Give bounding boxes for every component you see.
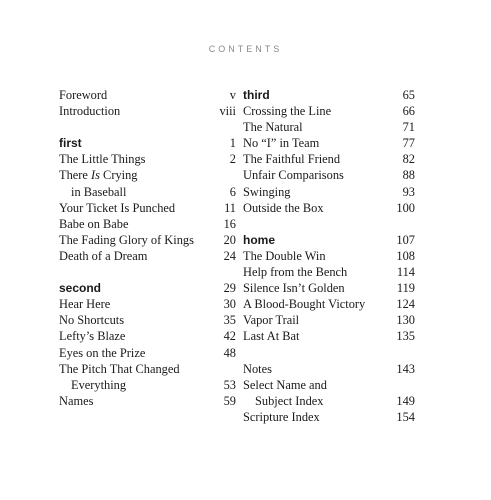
toc-page-number: 143 [396,361,415,376]
toc-page-number: 88 [402,168,415,183]
toc-entry [243,377,415,393]
toc-page-number: 108 [396,248,415,263]
toc-entry [59,200,236,216]
toc-entry-title: Subject Index [255,393,324,408]
toc-entry [59,393,236,409]
toc-page-number: 100 [396,200,415,215]
toc-right-column [243,87,415,425]
toc-entry-title: The Pitch That Changed [59,361,180,376]
toc-page-number: 114 [396,265,415,280]
toc-entry [243,167,415,183]
toc-entry-title: Help from the Bench [243,265,348,280]
toc-section-heading [59,280,236,296]
toc-page-number: 65 [402,88,415,102]
toc-entry-title: Silence Isn’t Golden [243,281,345,296]
toc-page-number: 16 [223,216,236,231]
toc-page-number: 107 [396,232,415,247]
toc-page-number: 135 [396,329,415,344]
toc-page-number: 2 [229,152,236,167]
toc-entry [243,135,415,151]
toc-entry-title: in Baseball [71,184,127,199]
toc-page-number: 48 [223,345,236,360]
toc-entry-title: The Faithful Friend [243,152,341,167]
toc-entry [243,296,415,312]
toc-entry-title: Crossing the Line [243,104,332,119]
toc-page-number: 6 [229,184,236,199]
toc-entry-title: second [59,281,102,296]
toc-page-number: 11 [224,200,236,215]
toc-entry-title: third [243,88,270,102]
toc-entry-title: home [243,232,276,247]
toc-entry-title: A Blood-Bought Victory [243,297,366,312]
toc-entry [59,312,236,328]
toc-entry-title: There Is Crying [59,168,138,183]
toc-page-number: 35 [223,313,236,328]
toc-entry-title: The Double Win [243,248,326,263]
toc-section-heading [243,232,415,248]
toc-entry [59,361,236,377]
toc-page-number: 77 [402,136,415,151]
toc-entry [243,103,415,119]
toc-page-number: 20 [223,232,236,247]
toc-page-number: 66 [402,104,415,119]
toc-page-number: 130 [396,313,415,328]
toc-entry [243,312,415,328]
toc-entry-title: Outside the Box [243,200,324,215]
page-title: CONTENTS [208,44,283,54]
toc-entry-title: Your Ticket Is Punched [59,200,176,215]
section-spacer [59,264,236,280]
toc-page-number: 154 [396,409,415,424]
toc-entry [59,151,236,167]
toc-entry-title: first [59,136,82,151]
toc-entry [243,409,415,425]
toc-page-number: 1 [229,136,236,151]
toc-page-number: v [229,88,236,102]
toc-entry [59,232,236,248]
toc-entry-title: The Natural [243,120,303,135]
toc-entry [243,119,415,135]
toc-entry [243,328,415,344]
toc-entry [243,184,415,200]
toc-entry [243,264,415,280]
toc-entry-title: No “I” in Team [243,136,320,151]
toc-entry-title: The Fading Glory of Kings [59,232,194,247]
toc-entry [243,200,415,216]
toc-entry-title: Scripture Index [243,409,320,424]
toc-entry-title: Notes [243,361,272,376]
toc-entry [59,167,236,183]
section-spacer [243,216,415,232]
toc-entry [243,248,415,264]
toc-entry [59,377,236,393]
toc-entry-title: Vapor Trail [243,313,300,328]
toc-entry [59,248,236,264]
toc-entry-title: Introduction [59,104,121,119]
toc-entry [59,216,236,232]
toc-entry-title: Babe on Babe [59,216,129,231]
toc-page-number: 24 [223,248,236,263]
toc-entry-title: The Little Things [59,152,146,167]
toc-entry-title: Eyes on the Prize [59,345,146,360]
section-spacer [243,345,415,361]
toc-page-number: 124 [396,297,415,312]
toc-entry [59,103,236,119]
toc-entry [59,184,236,200]
toc-entry-title: Swinging [243,184,291,199]
toc-page-number: 71 [402,120,415,135]
toc-page-number: 30 [223,297,236,312]
toc-section-heading [59,135,236,151]
toc-entry [59,87,236,103]
toc-page-number: 42 [223,329,236,344]
toc-entry-title: No Shortcuts [59,313,125,328]
toc-left-column [59,87,236,409]
toc-page-number: viii [219,104,236,119]
toc-page-number: 93 [402,184,415,199]
toc-entry [59,328,236,344]
toc-entry-title: Select Name and [243,377,327,392]
toc-page-number: 119 [396,281,415,296]
toc-entry-title: Death of a Dream [59,248,148,263]
toc-entry-title: Everything [71,377,127,392]
toc-entry [243,280,415,296]
section-spacer [59,119,236,135]
toc-entry [59,345,236,361]
toc-page-number: 53 [223,377,236,392]
toc-entry-title: Last At Bat [243,329,300,344]
toc-entry-title: Hear Here [59,297,111,312]
toc-entry-title: Unfair Comparisons [243,168,344,183]
toc-section-heading [243,87,415,103]
toc-page-number: 82 [402,152,415,167]
toc-entry [59,296,236,312]
toc-page-number: 149 [396,393,415,408]
toc-entry-title: Names [59,393,94,408]
toc-entry [243,393,415,409]
toc-entry [243,361,415,377]
toc-page-number: 59 [223,393,236,408]
toc-entry-title: Lefty’s Blaze [59,329,126,344]
toc-page-number: 29 [223,281,236,296]
toc-entry-title: Foreword [59,88,108,102]
toc-entry [243,151,415,167]
